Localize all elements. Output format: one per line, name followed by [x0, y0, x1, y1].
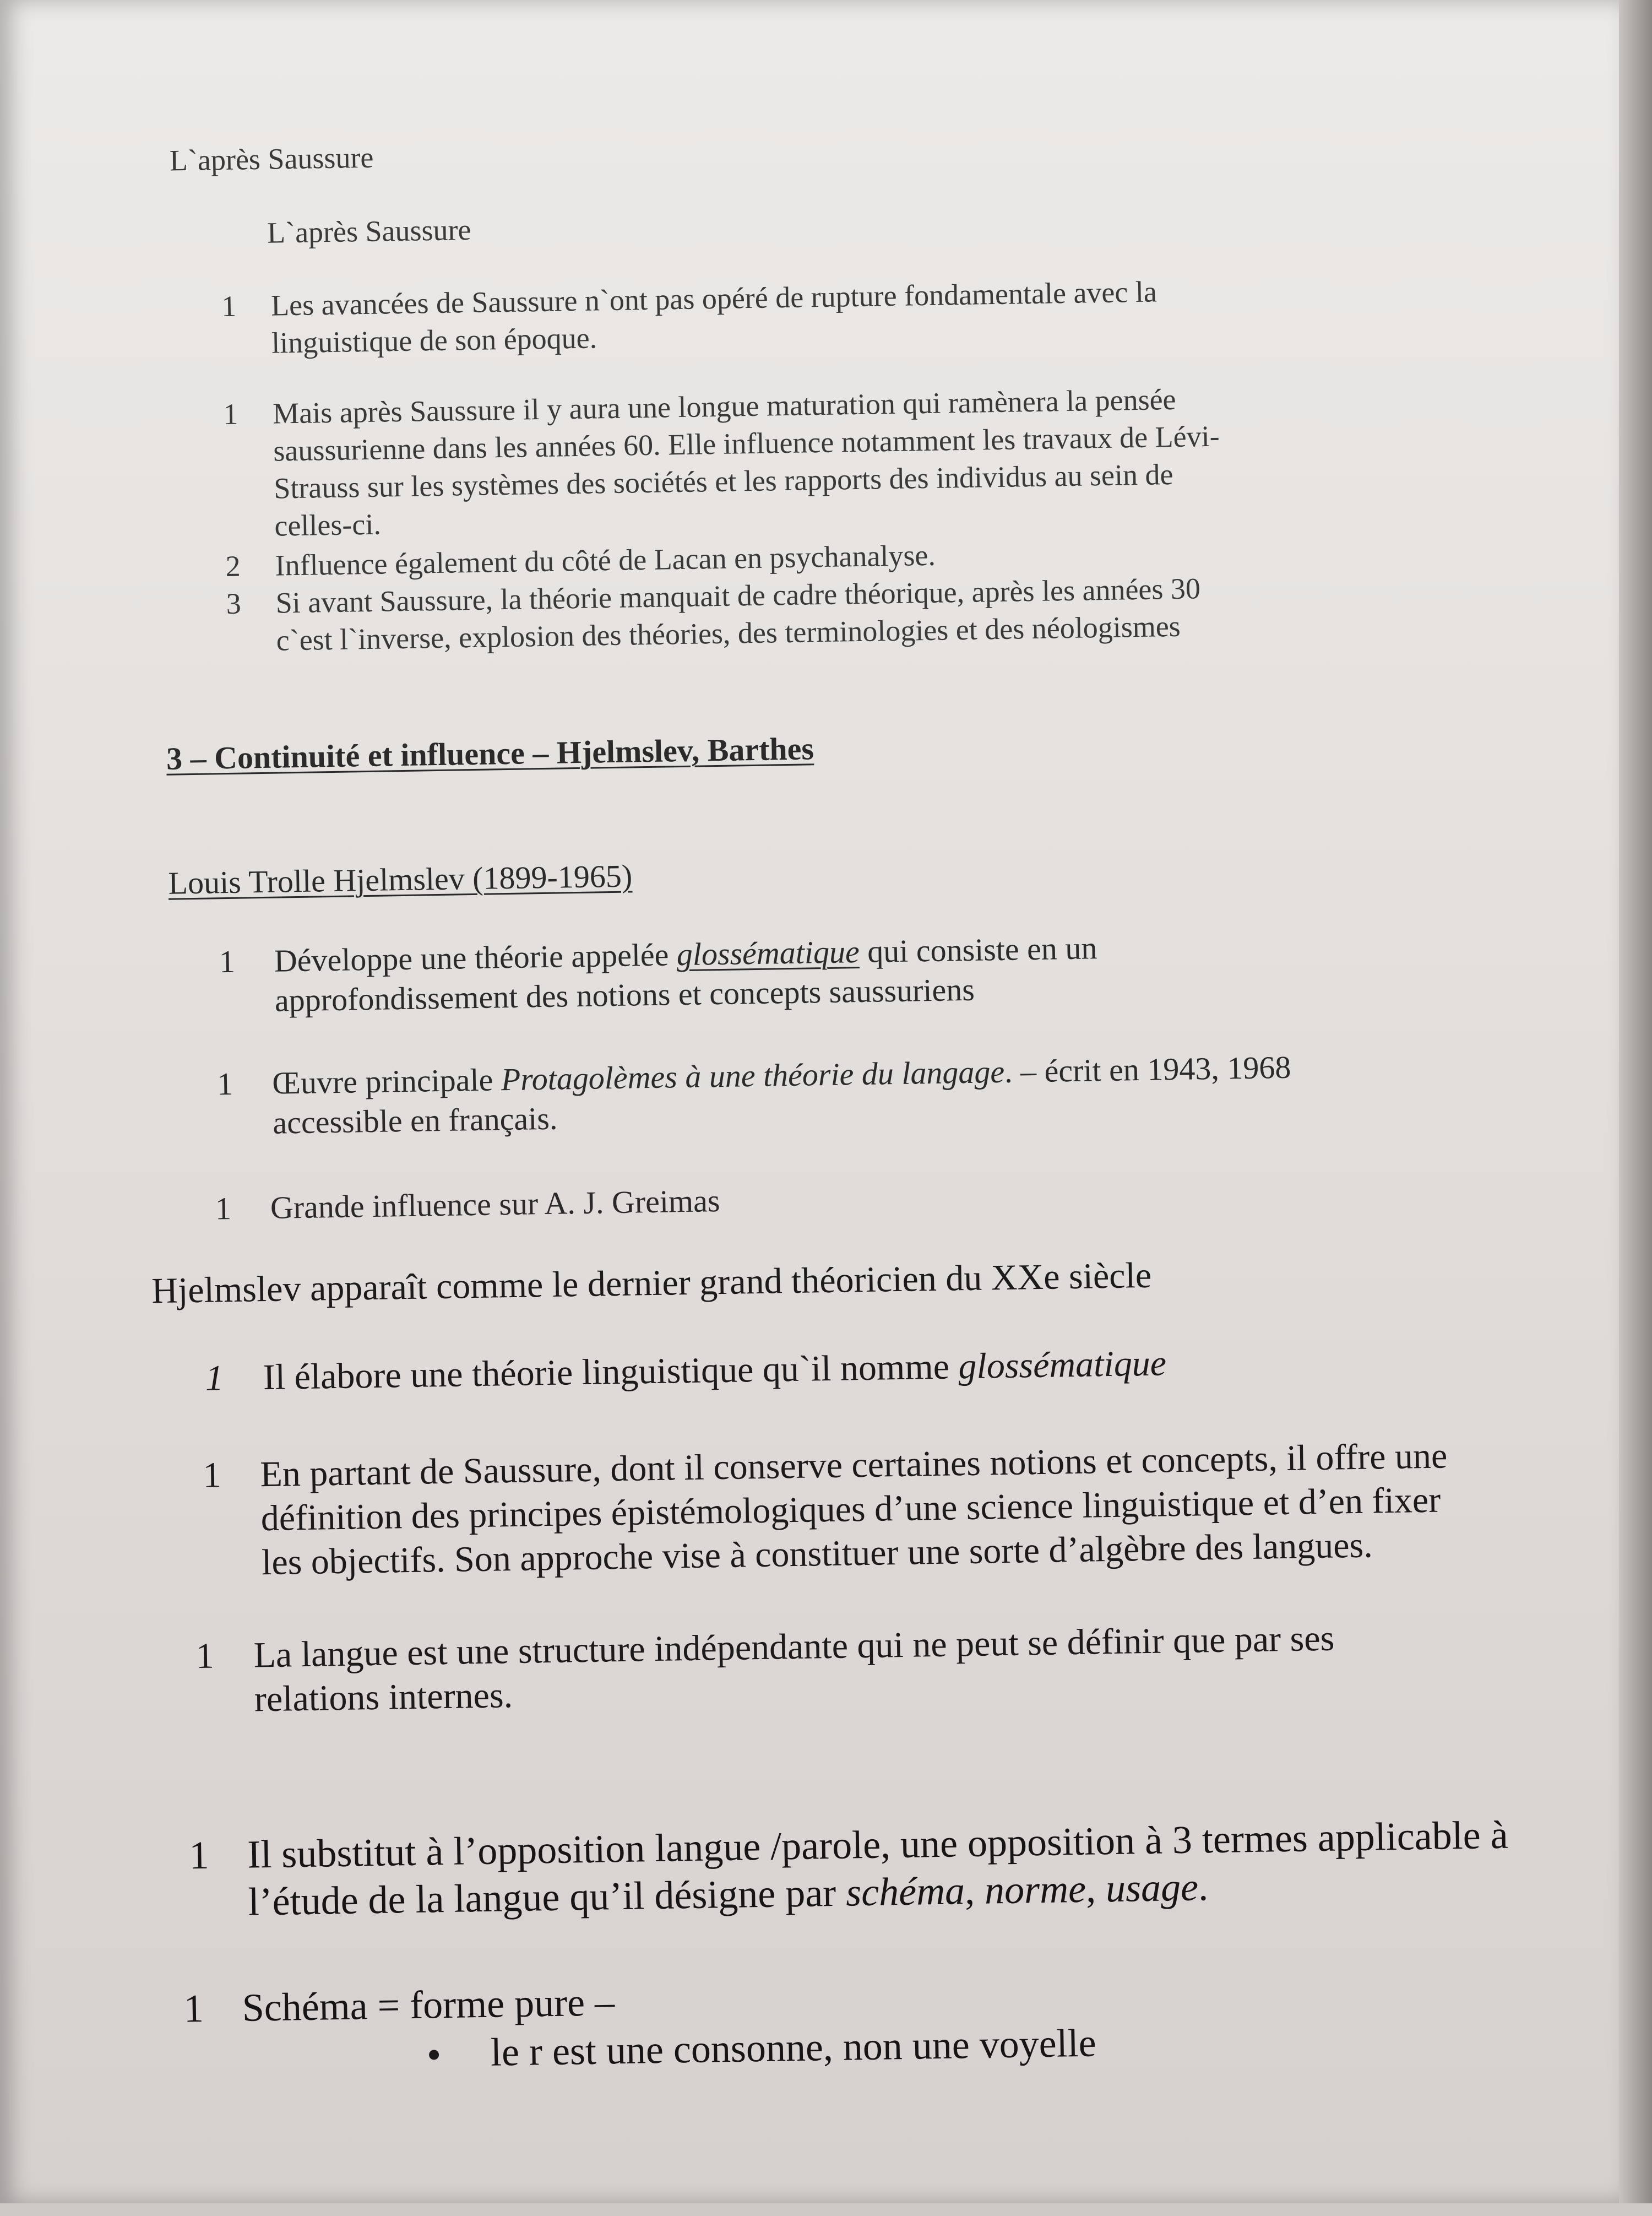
- item-line: Strauss sur les systèmes des sociétés et les rapports des individus au sein de: [273, 457, 1173, 505]
- text-run: .: [1198, 1865, 1209, 1909]
- item-number: 1: [202, 1455, 222, 1496]
- item-number: 1: [183, 1986, 204, 2031]
- separator: ,: [1085, 1866, 1106, 1911]
- item-number: 1: [221, 289, 237, 323]
- item-line: Grande influence sur A. J. Greimas: [270, 1183, 720, 1226]
- term-emphasis: glossématique: [676, 934, 860, 973]
- statement: Hjelmslev apparaît comme le dernier grand théoricien du XXe siècle: [151, 1255, 1152, 1312]
- item-line: Les avancées de Saussure n`ont pas opéré de rupture fondamentale avec la: [270, 275, 1158, 322]
- item-line: En partant de Saussure, dont il conserve certaines notions et concepts, il offre une: [259, 1435, 1448, 1495]
- term-usage: usage: [1105, 1865, 1199, 1911]
- item-number: 1: [216, 1065, 233, 1102]
- sub-bullet-text: le r est une consonne, non une voyelle: [490, 2020, 1097, 2074]
- page-edge-shadow: [1619, 0, 1652, 2203]
- item-line: Influence également du côté de Lacan en psychanalyse.: [275, 538, 936, 582]
- item-number: 1: [205, 1358, 224, 1399]
- item-line: [263, 1345, 1166, 1396]
- section-title: L`après Saussure: [267, 213, 471, 250]
- item-line: accessible en français.: [272, 1100, 558, 1141]
- item-number: 1: [219, 943, 236, 980]
- item-line: Si avant Saussure, la théorie manquait de cadre théorique, après les années 30: [275, 572, 1201, 620]
- item-number: 1: [195, 1635, 215, 1677]
- work-title: Protagolèmes à une théorie du langage: [501, 1053, 1005, 1098]
- text-run: Développe une théorie appelée: [274, 936, 677, 979]
- bullet-icon: [429, 2050, 439, 2060]
- item-line: Mais après Saussure il y aura une longue maturation qui ramènera la pensée: [272, 382, 1176, 430]
- subheading: Louis Trolle Hjelmslev (1899-1965): [168, 858, 633, 901]
- item-line: relations internes.: [254, 1675, 513, 1720]
- item-line: Schéma = forme pure –: [242, 1980, 615, 2030]
- item-line: saussurienne dans les années 60. Elle influence notamment les travaux de Lévi-: [273, 419, 1220, 468]
- term-norme: norme: [984, 1866, 1086, 1912]
- separator: ,: [964, 1868, 985, 1913]
- item-line: [274, 932, 1097, 977]
- item-line: définition des principes épistémologiques d’une science linguistique et d’en fixer: [260, 1480, 1441, 1539]
- item-line: [271, 1049, 1291, 1101]
- section-heading: 3 – Continuité et influence – Hjelmslev, Barthes: [166, 730, 814, 777]
- item-line: La langue est une structure indépendante qui ne peut se définir que par ses: [253, 1618, 1335, 1676]
- item-number: 1: [188, 1833, 209, 1878]
- item-line: [248, 1865, 1209, 1924]
- text-run: Œuvre principale: [271, 1061, 502, 1101]
- text-run: . – écrit en 1943, 1968: [1004, 1049, 1291, 1090]
- item-line: Il substitut à l’opposition langue /parole, une opposition à 3 termes applicable à: [247, 1812, 1509, 1877]
- running-title: L`après Saussure: [169, 140, 374, 177]
- item-number: 3: [226, 587, 242, 620]
- term-schema: schéma: [845, 1868, 965, 1915]
- text-run: l’étude de la langue qu’il désigne par: [248, 1870, 846, 1924]
- item-line: approfondissement des notions et concepts saussuriens: [274, 971, 975, 1018]
- item-number: 1: [222, 397, 238, 431]
- item-number: 1: [215, 1190, 232, 1227]
- item-line: c`est l`inverse, explosion des théories, des terminologies et des néologismes: [276, 609, 1181, 657]
- text-run: Il élabore une théorie linguistique qu`il nomme: [263, 1346, 959, 1398]
- item-line: les objectifs. Son approche vise à constituer une sorte d’algèbre des langues.: [261, 1525, 1373, 1583]
- item-line: linguistique de son époque.: [271, 321, 597, 360]
- item-line: celles-ci.: [274, 507, 382, 543]
- text-run: qui consiste en un: [859, 930, 1097, 970]
- term-emphasis: glossématique: [958, 1343, 1167, 1387]
- item-number: 2: [225, 549, 241, 583]
